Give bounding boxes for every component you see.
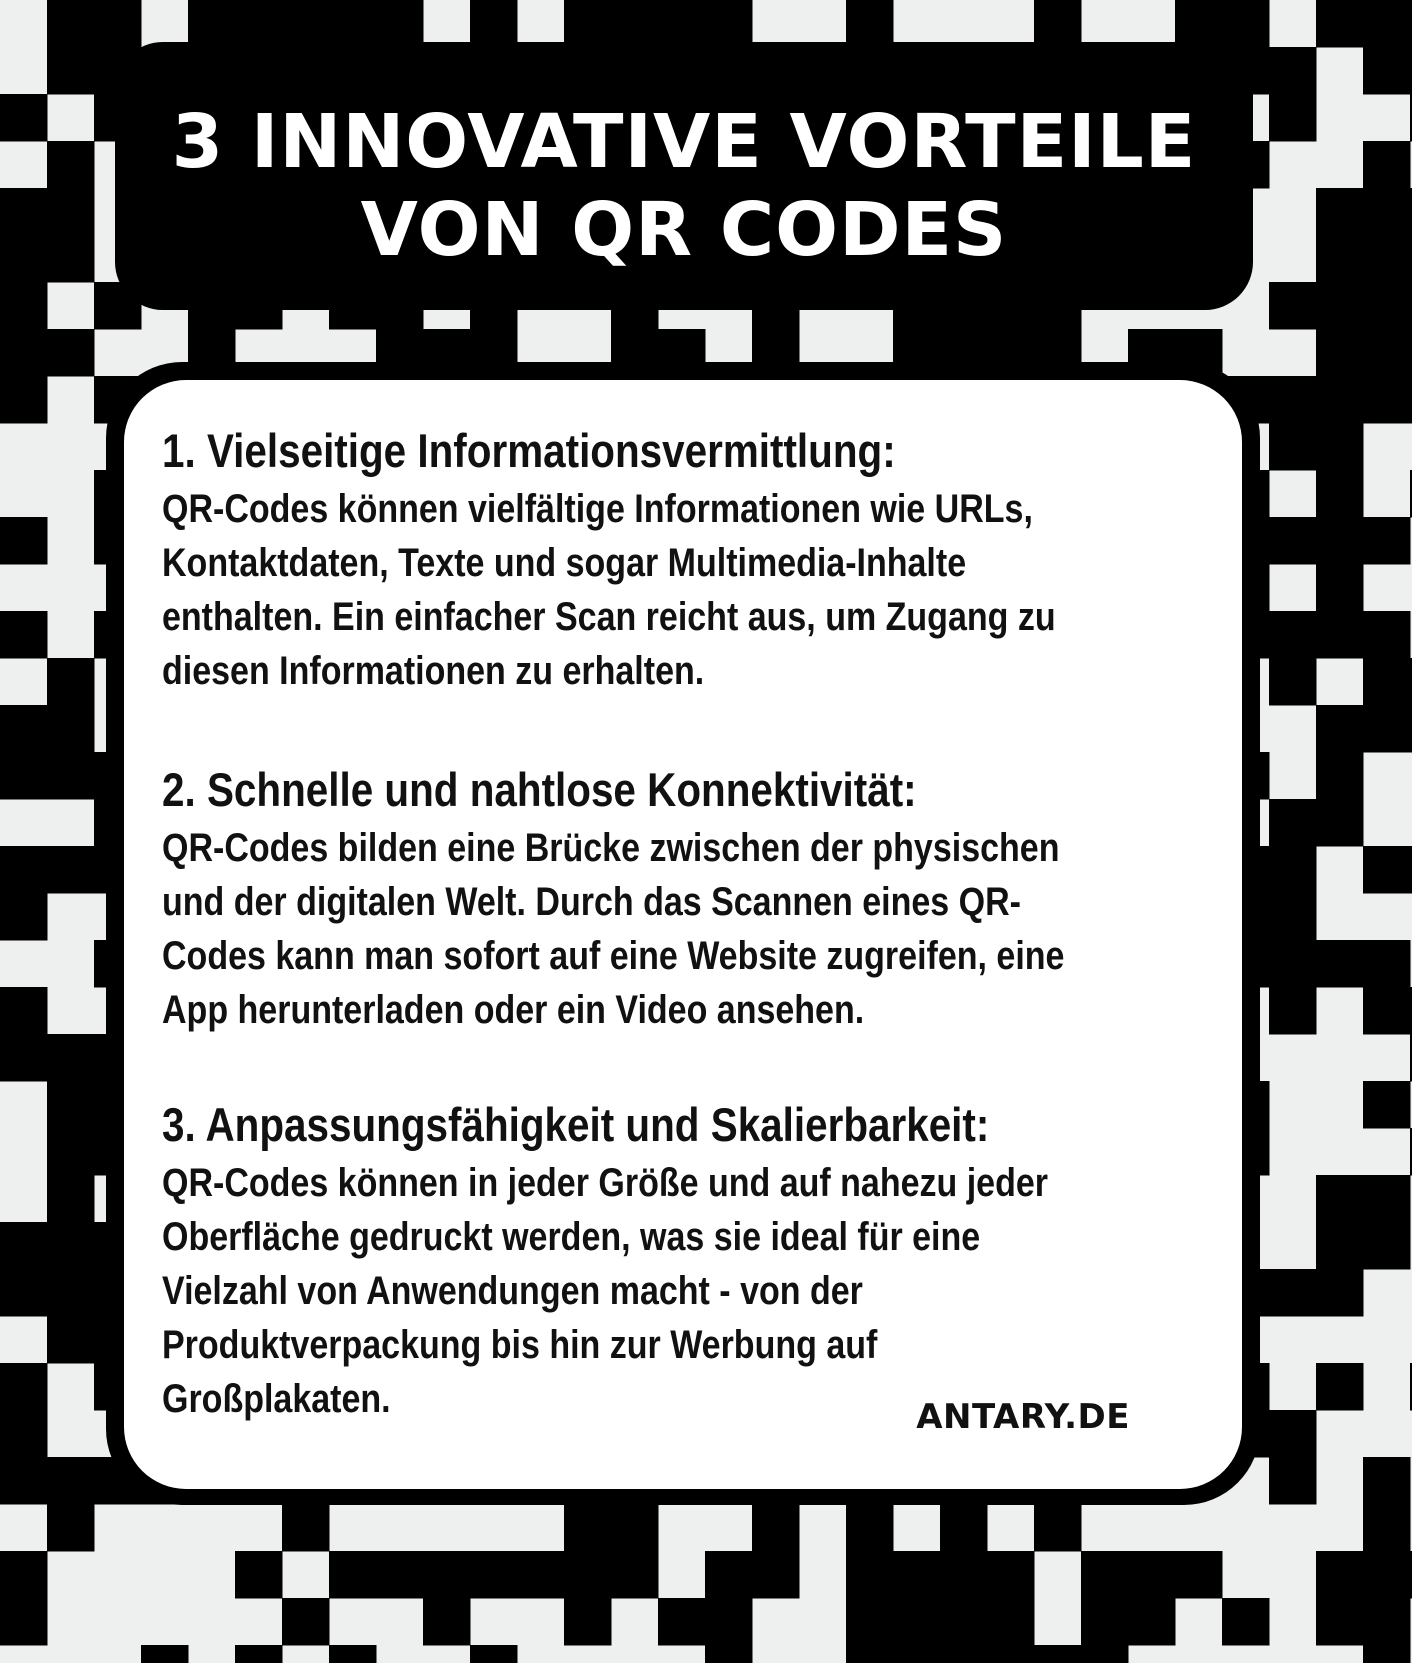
qr-module xyxy=(47,188,95,236)
qr-module xyxy=(752,1504,800,1552)
qr-module xyxy=(47,1175,95,1223)
qr-module xyxy=(1316,611,1364,659)
qr-module xyxy=(1363,47,1411,95)
qr-module xyxy=(1269,376,1317,424)
qr-module xyxy=(1269,1269,1317,1317)
qr-module xyxy=(1269,846,1317,894)
qr-module xyxy=(282,1504,330,1552)
qr-module xyxy=(658,0,706,48)
benefit-section-2 xyxy=(162,759,1222,1037)
qr-module xyxy=(0,1598,48,1646)
qr-module xyxy=(423,1551,471,1599)
qr-module xyxy=(1363,141,1411,189)
benefit-2-line-1: QR-Codes bilden eine Brücke zwischen der physischen xyxy=(162,826,1060,870)
qr-module xyxy=(564,0,612,48)
benefit-heading-3: 3. Anpassungsfähigkeit und Skalierbarkeit: xyxy=(162,1098,990,1151)
qr-module xyxy=(1363,658,1411,706)
qr-module xyxy=(1269,987,1317,1035)
qr-module xyxy=(0,987,48,1035)
title-line-2: VON QR CODES xyxy=(360,187,1008,273)
qr-module xyxy=(376,0,424,48)
qr-module xyxy=(329,0,377,48)
qr-module xyxy=(1269,940,1317,988)
qr-module xyxy=(47,235,95,283)
qr-module xyxy=(0,611,48,659)
qr-module xyxy=(1175,0,1223,48)
qr-module xyxy=(1363,1504,1411,1552)
benefit-3-line-4: Produktverpackung bis hin zur Werbung auf xyxy=(162,1323,878,1367)
benefit-heading-2: 2. Schnelle und nahtlose Konnektivität: xyxy=(162,763,917,816)
qr-module xyxy=(47,1128,95,1176)
qr-module xyxy=(940,1645,988,1663)
qr-module xyxy=(1222,1598,1270,1646)
qr-module xyxy=(47,329,95,377)
qr-module xyxy=(1316,1175,1364,1223)
qr-module xyxy=(1269,893,1317,941)
qr-module xyxy=(1081,1598,1129,1646)
qr-module xyxy=(47,705,95,753)
qr-module xyxy=(0,893,48,941)
qr-module xyxy=(1363,235,1411,283)
qr-module xyxy=(0,1222,48,1270)
qr-module xyxy=(658,1598,706,1646)
brand-label: ANTARY.DE xyxy=(916,1397,1130,1437)
qr-module xyxy=(329,1551,377,1599)
qr-module xyxy=(1363,1175,1411,1223)
benefit-1-line-4: diesen Informationen zu erhalten. xyxy=(162,649,705,693)
qr-module xyxy=(1316,517,1364,565)
qr-module xyxy=(1034,0,1082,48)
qr-module xyxy=(329,1645,377,1663)
qr-module xyxy=(0,235,48,283)
qr-module xyxy=(1316,423,1364,471)
qr-module xyxy=(1316,799,1364,847)
qr-module xyxy=(0,1551,48,1599)
qr-module xyxy=(940,1504,988,1552)
qr-module xyxy=(1316,940,1364,988)
title-banner xyxy=(115,42,1253,310)
qr-module xyxy=(47,658,95,706)
qr-module xyxy=(47,1269,95,1317)
qr-module xyxy=(235,1551,283,1599)
qr-module xyxy=(1363,1645,1411,1663)
qr-module xyxy=(423,1598,471,1646)
qr-module xyxy=(752,1551,800,1599)
qr-module xyxy=(188,0,236,48)
qr-module xyxy=(1363,1551,1411,1599)
title-line-1: 3 INNOVATIVE VORTEILE xyxy=(171,99,1197,185)
qr-module xyxy=(1363,188,1411,236)
benefit-3-line-1: QR-Codes können in jeder Größe und auf nahezu jeder xyxy=(162,1161,1048,1205)
qr-module xyxy=(1269,658,1317,706)
qr-module xyxy=(705,1645,753,1663)
qr-module xyxy=(1363,1222,1411,1270)
qr-module xyxy=(1269,799,1317,847)
qr-module xyxy=(564,1598,612,1646)
qr-module xyxy=(47,1222,95,1270)
qr-module xyxy=(1269,1410,1317,1458)
qr-module xyxy=(1363,517,1411,565)
benefit-1-line-2: Kontaktdaten, Texte und sogar Multimedia-Inhalte xyxy=(162,541,967,585)
qr-module xyxy=(1128,1598,1176,1646)
qr-module xyxy=(1363,940,1411,988)
qr-module xyxy=(705,1598,753,1646)
qr-module xyxy=(1363,705,1411,753)
qr-module xyxy=(0,1457,48,1505)
qr-module xyxy=(1363,846,1411,894)
qr-module xyxy=(611,1504,659,1552)
benefit-heading-1: 1. Vielseitige Informationsvermittlung: xyxy=(162,424,896,477)
qr-module xyxy=(1363,1081,1411,1129)
qr-module xyxy=(893,1598,941,1646)
qr-module xyxy=(0,94,48,142)
qr-module xyxy=(846,1598,894,1646)
qr-module xyxy=(1269,517,1317,565)
qr-module xyxy=(470,1551,518,1599)
qr-module xyxy=(235,0,283,48)
qr-module xyxy=(1081,1551,1129,1599)
qr-module xyxy=(47,1081,95,1129)
qr-module xyxy=(0,188,48,236)
qr-module xyxy=(1316,705,1364,753)
qr-module xyxy=(1316,282,1364,330)
qr-module xyxy=(987,1645,1035,1663)
qr-module xyxy=(846,1504,894,1552)
qr-module xyxy=(1316,329,1364,377)
qr-module xyxy=(611,0,659,48)
qr-module xyxy=(0,705,48,753)
qr-module xyxy=(0,752,48,800)
benefit-section-3 xyxy=(162,1094,1222,1426)
qr-module xyxy=(1034,1504,1082,1552)
qr-module xyxy=(1316,752,1364,800)
qr-module xyxy=(893,1645,941,1663)
qr-module xyxy=(517,1551,565,1599)
qr-module xyxy=(846,1645,894,1663)
benefit-2-line-4: App herunterladen oder ein Video ansehen. xyxy=(162,988,865,1032)
qr-module xyxy=(47,47,95,95)
qr-module xyxy=(47,752,95,800)
qr-module xyxy=(1316,235,1364,283)
qr-module xyxy=(1034,1645,1082,1663)
benefit-2-line-3: Codes kann man sofort auf eine Website zugreifen, eine xyxy=(162,934,1065,978)
qr-module xyxy=(1269,47,1317,95)
qr-module xyxy=(282,1598,330,1646)
qr-module xyxy=(705,0,753,48)
benefit-3-line-3: Vielzahl von Anwendungen macht - von der xyxy=(162,1269,863,1313)
qr-module xyxy=(0,846,48,894)
qr-module xyxy=(1363,1457,1411,1505)
benefit-3-line-5: Großplakaten. xyxy=(162,1377,391,1421)
qr-module xyxy=(282,0,330,48)
qr-module xyxy=(1269,611,1317,659)
qr-module xyxy=(1316,1222,1364,1270)
qr-module xyxy=(0,1269,48,1317)
qr-module xyxy=(1269,282,1317,330)
qr-module xyxy=(1128,1551,1176,1599)
qr-module xyxy=(1316,1598,1364,1646)
qr-module xyxy=(1363,611,1411,659)
qr-module xyxy=(0,376,48,424)
qr-module xyxy=(47,846,95,894)
qr-module xyxy=(47,141,95,189)
qr-module xyxy=(0,329,48,377)
benefit-1-line-3: enthalten. Ein einfacher Scan reicht aus, um Zugang zu xyxy=(162,595,1056,639)
qr-module xyxy=(940,1551,988,1599)
qr-module xyxy=(1363,1598,1411,1646)
content-card xyxy=(124,380,1242,1489)
qr-module xyxy=(47,0,95,48)
qr-module xyxy=(1316,376,1364,424)
qr-module xyxy=(1316,470,1364,518)
qr-module xyxy=(940,1598,988,1646)
qr-module xyxy=(0,1034,48,1082)
qr-module xyxy=(1316,1269,1364,1317)
qr-module xyxy=(1081,1645,1129,1663)
qr-module xyxy=(1363,987,1411,1035)
qr-module xyxy=(705,1551,753,1599)
qr-module xyxy=(1175,1551,1223,1599)
qr-module xyxy=(893,1551,941,1599)
qr-module xyxy=(987,1551,1035,1599)
qr-module xyxy=(564,1551,612,1599)
qr-module xyxy=(0,1410,48,1458)
qr-module xyxy=(564,1504,612,1552)
qr-module xyxy=(47,1457,95,1505)
qr-module xyxy=(1316,0,1364,48)
qr-module xyxy=(0,517,48,565)
benefit-1-line-1: QR-Codes können vielfältige Informationen wie URLs, xyxy=(162,487,1033,531)
qr-module xyxy=(47,1504,95,1552)
qr-module xyxy=(376,1551,424,1599)
qr-module xyxy=(1363,0,1411,48)
qr-module xyxy=(47,1316,95,1364)
qr-module xyxy=(235,1645,283,1663)
benefit-3-line-2: Oberfläche gedruckt werden, was sie ideal für eine xyxy=(162,1215,981,1259)
qr-module xyxy=(470,0,518,48)
qr-module xyxy=(1269,423,1317,471)
qr-module xyxy=(1316,1363,1364,1411)
qr-module xyxy=(1222,0,1270,48)
qr-module xyxy=(1316,1551,1364,1599)
qr-module xyxy=(141,1645,189,1663)
qr-module xyxy=(1269,94,1317,142)
qr-module xyxy=(1363,376,1411,424)
qr-module xyxy=(94,0,142,48)
qr-module xyxy=(1316,564,1364,612)
qr-module xyxy=(611,1551,659,1599)
qr-module xyxy=(47,1034,95,1082)
qr-module xyxy=(987,1598,1035,1646)
qr-module xyxy=(0,1363,48,1411)
benefit-2-line-2: und der digitalen Welt. Durch das Scannen eines QR- xyxy=(162,880,1021,924)
qr-module xyxy=(846,1551,894,1599)
qr-module xyxy=(1316,188,1364,236)
qr-module xyxy=(0,282,48,330)
benefit-section-1 xyxy=(162,420,1222,698)
qr-module xyxy=(1363,329,1411,377)
qr-module xyxy=(1269,1457,1317,1505)
qr-module xyxy=(470,1645,518,1663)
qr-module xyxy=(846,0,894,48)
qr-module xyxy=(1363,282,1411,330)
